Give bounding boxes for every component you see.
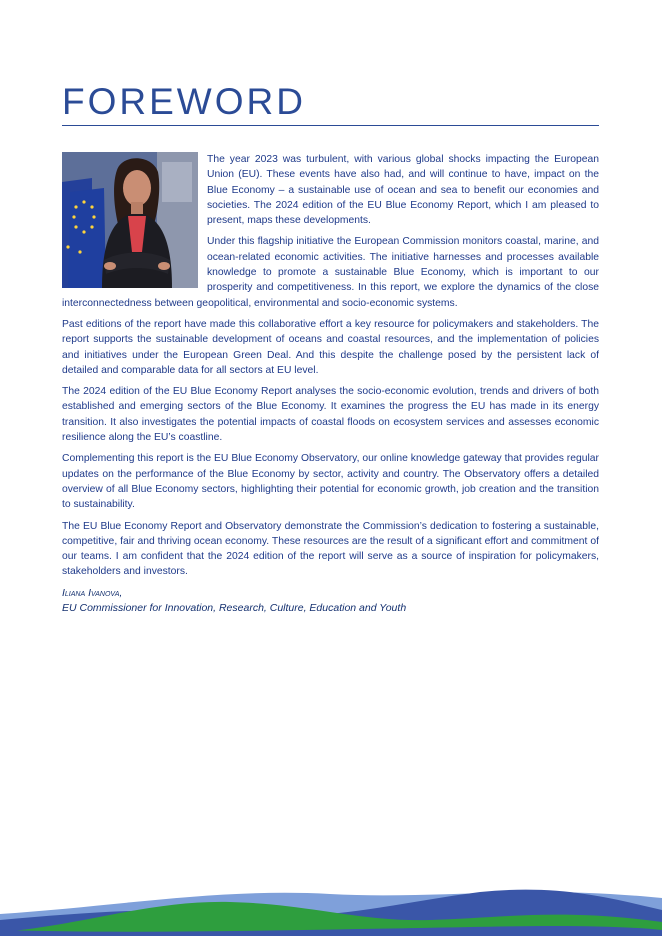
paragraph-1: The year 2023 was turbulent, with various global shocks impacting the European Union (EU). These events have also had, and will continue to have, impact on the Blue Economy – a sustainable use of ocean and sea to benefit our economies and societies. The 2024 edition of the EU Blue Economy Report, which I am pleased to present, maps these developments. <box>207 154 599 227</box>
portrait-illustration <box>62 152 198 288</box>
foreword-body <box>62 152 599 617</box>
page-title: FOREWORD <box>62 81 306 122</box>
signatory-role: EU Commissioner for Innovation, Research, Culture, Education and Youth <box>62 602 407 615</box>
paragraph-3: Past editions of the report have made this collaborative effort a key resource for policymakers and stakeholders. The report supports the sustainable development of oceans and coastal resources, and the implementation of policies and initiatives under the European Green Deal. And this despite the challenge posed by the persistent lack of detailed and comparable data for all sectors at EU level. <box>62 318 599 376</box>
footer-waves-decoration <box>0 880 662 936</box>
title-divider <box>62 125 599 126</box>
paragraph-2: Under this flagship initiative the European Commission monitors coastal, marine, and ocean-related economic activities. The initiative harnesses and processes available knowledge to promote a sustainable Blue Economy, which is important to our prosperity and competitiveness. In this report, we explore the dynamics of the close interconnectedness between geopolitical, environmental and socio-economic systems. <box>62 236 599 309</box>
paragraph-6: The EU Blue Economy Report and Observatory demonstrate the Commission’s dedication to fostering a sustainable, competitive, fair and thriving ocean economy. These resources are the result of a significant effort and commitment of our teams. I am confident that the 2024 edition of the report will serve as a source of inspiration for policymakers, stakeholders and investors. <box>62 520 599 578</box>
paragraph-4: The 2024 edition of the EU Blue Economy Report analyses the socio-economic evolution, trends and drivers of both established and emerging sectors of the Blue Economy. It examines the progress the EU has made in its energy transition. It also investigates the potential impacts of coastal floods on ecosystem services and assesses economic resilience along the EU’s coastline. <box>62 386 599 444</box>
signatory-name: Iliana Ivanova, <box>62 586 123 599</box>
paragraph-5: Complementing this report is the EU Blue Economy Observatory, our online knowledge gateway that provides regular updates on the performance of the Blue Economy by sector, activity and country. The Observatory offers a detailed overview of all Blue Economy sectors, highlighting their potential for economic growth, job creation and the transition to sustainability. <box>62 453 599 511</box>
portrait-photo <box>62 152 198 288</box>
signature-block <box>62 586 599 617</box>
